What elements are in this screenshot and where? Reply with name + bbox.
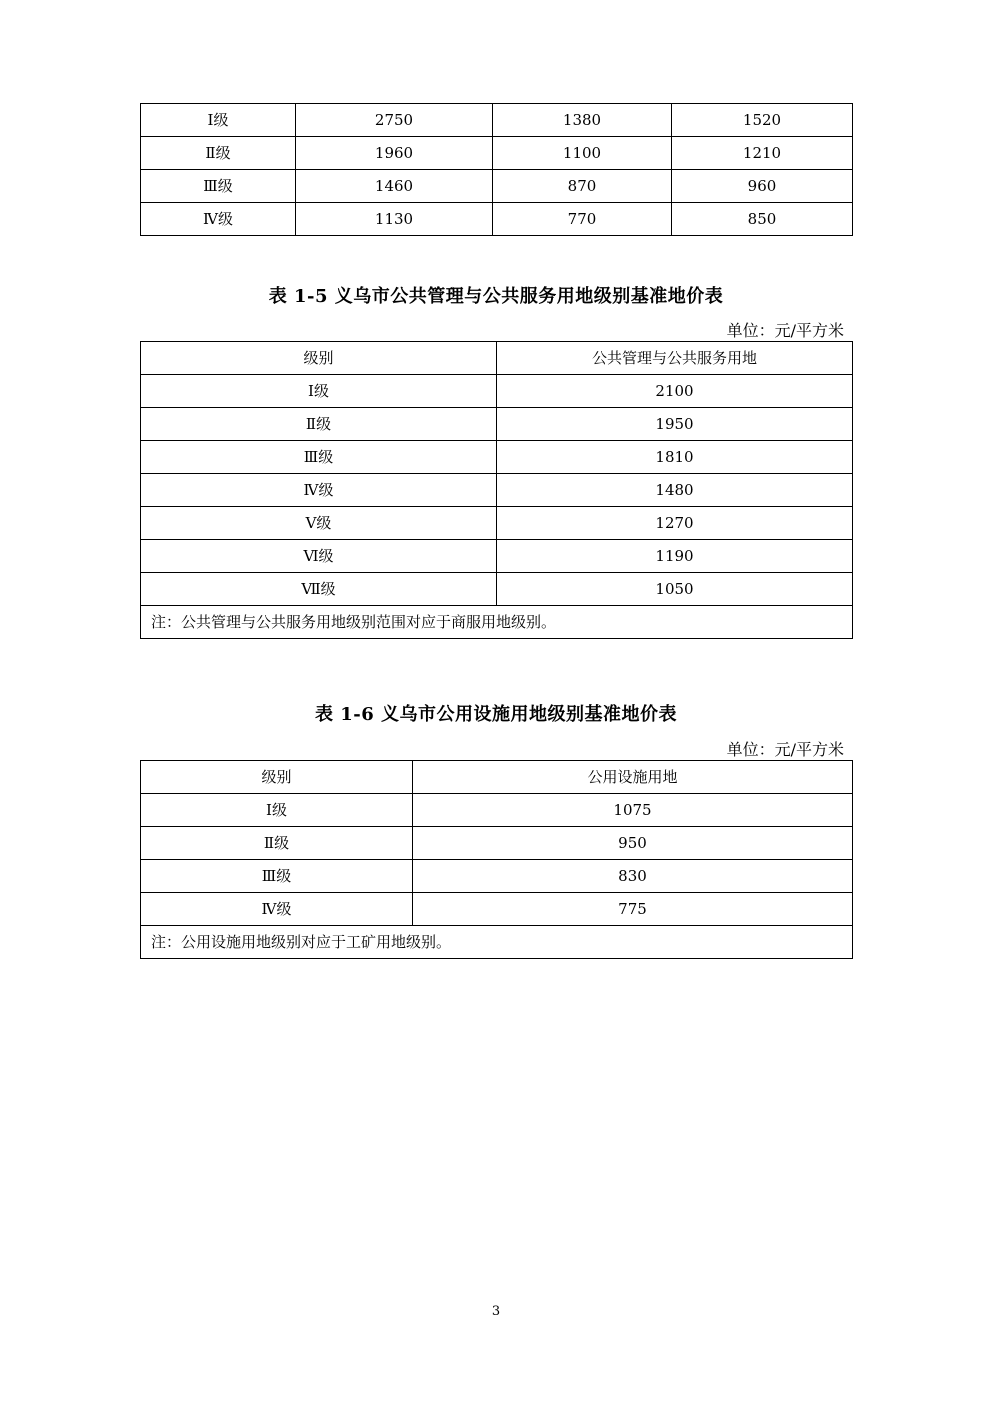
table-row: [141, 794, 853, 827]
table-row: [141, 408, 853, 441]
value-cell: 2100: [497, 375, 853, 408]
table-note-row: [141, 606, 853, 639]
table-row: [141, 540, 853, 573]
table-row: [141, 827, 853, 860]
grade-cell: Ⅰ级: [141, 375, 497, 408]
value-cell: 1520: [672, 104, 853, 137]
grade-cell: Ⅲ级: [141, 860, 413, 893]
table-1-6-unit: 单位：元/平方米: [726, 740, 844, 759]
table-note: 注：公用设施用地级别对应于工矿用地级别。: [141, 926, 853, 959]
table-note: 注：公共管理与公共服务用地级别范围对应于商服用地级别。: [141, 606, 853, 639]
table-row: [141, 507, 853, 540]
table-header-row: [141, 761, 853, 794]
table-1-6: [140, 760, 853, 959]
value-cell: 960: [672, 170, 853, 203]
value-cell: 850: [672, 203, 853, 236]
value-cell: 1190: [497, 540, 853, 573]
table-1-5-title: 表 1-5 义乌市公共管理与公共服务用地级别基准地价表: [268, 286, 724, 307]
page-number: 3: [491, 1304, 501, 1319]
table-row: [141, 893, 853, 926]
table-row: [141, 441, 853, 474]
value-cell: 950: [413, 827, 853, 860]
value-cell: 1960: [296, 137, 493, 170]
value-cell: 2750: [296, 104, 493, 137]
value-cell: 1380: [493, 104, 672, 137]
table-1-5: [140, 341, 853, 639]
value-cell: 1100: [493, 137, 672, 170]
header-cell: 公共管理与公共服务用地: [497, 342, 853, 375]
grade-cell: Ⅵ级: [141, 540, 497, 573]
table-row: [141, 170, 853, 203]
value-cell: 1270: [497, 507, 853, 540]
table-row: [141, 474, 853, 507]
table-row: [141, 203, 853, 236]
value-cell: 1810: [497, 441, 853, 474]
grade-cell: Ⅱ级: [141, 137, 296, 170]
table-row: [141, 860, 853, 893]
value-cell: 1210: [672, 137, 853, 170]
header-cell: 级别: [141, 761, 413, 794]
table-1-6-title: 表 1-6 义乌市公用设施用地级别基准地价表: [314, 704, 678, 725]
grade-cell: Ⅴ级: [141, 507, 497, 540]
value-cell: 1480: [497, 474, 853, 507]
grade-cell: Ⅳ级: [141, 893, 413, 926]
grade-cell: Ⅰ级: [141, 104, 296, 137]
value-cell: 1130: [296, 203, 493, 236]
grade-cell: Ⅱ级: [141, 408, 497, 441]
value-cell: 1460: [296, 170, 493, 203]
table-row: [141, 104, 853, 137]
value-cell: 870: [493, 170, 672, 203]
table-1-5-unit: 单位：元/平方米: [726, 321, 844, 340]
grade-cell: Ⅰ级: [141, 794, 413, 827]
value-cell: 1075: [413, 794, 853, 827]
grade-cell: Ⅶ级: [141, 573, 497, 606]
header-cell: 级别: [141, 342, 497, 375]
grade-cell: Ⅲ级: [141, 170, 296, 203]
grade-cell: Ⅱ级: [141, 827, 413, 860]
table-header-row: [141, 342, 853, 375]
value-cell: 775: [413, 893, 853, 926]
table-note-row: [141, 926, 853, 959]
table-row: [141, 573, 853, 606]
grade-cell: Ⅳ级: [141, 203, 296, 236]
value-cell: 1950: [497, 408, 853, 441]
table-row: [141, 375, 853, 408]
grade-cell: Ⅳ级: [141, 474, 497, 507]
prev-table: [140, 103, 853, 236]
value-cell: 770: [493, 203, 672, 236]
header-cell: 公用设施用地: [413, 761, 853, 794]
table-row: [141, 137, 853, 170]
value-cell: 830: [413, 860, 853, 893]
value-cell: 1050: [497, 573, 853, 606]
grade-cell: Ⅲ级: [141, 441, 497, 474]
